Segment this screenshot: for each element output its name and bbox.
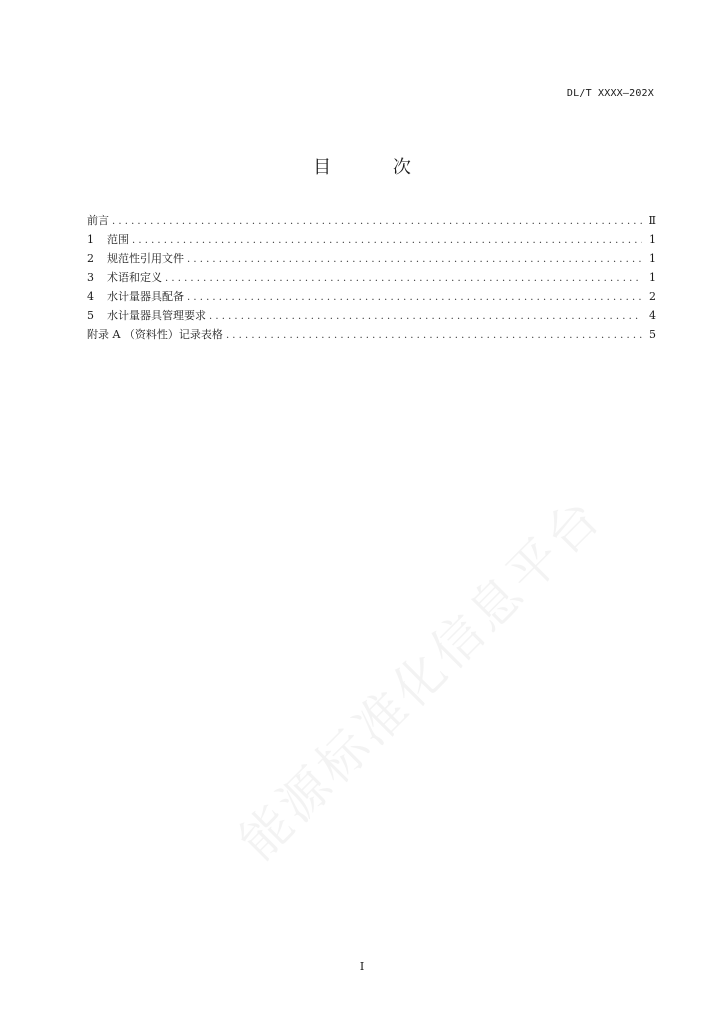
toc-entry-number: 5 (87, 309, 94, 322)
toc-title: 目 次 (313, 157, 439, 178)
toc-entry-terms-definitions[interactable] (87, 268, 656, 287)
watermark: 能源标准化信息平台 (228, 486, 614, 872)
toc-dot-leader (112, 212, 642, 230)
toc-entry-number: 3 (87, 271, 94, 284)
toc-dot-leader (132, 231, 642, 249)
toc-entry-page: Ⅱ (648, 214, 656, 227)
toc-entry-meter-management[interactable] (87, 306, 656, 325)
toc-entry-number: 1 (87, 233, 94, 246)
toc-entry-label: 水计量器具管理要求 (107, 309, 206, 322)
toc-entry-label: 规范性引用文件 (107, 252, 184, 265)
toc-dot-leader (165, 269, 642, 287)
toc-entry-page: 1 (649, 233, 656, 246)
toc-entry-appendix-a[interactable] (87, 325, 656, 344)
toc-entry-label: 附录 A （资料性）记录表格 (87, 328, 223, 341)
toc-entry-scope[interactable] (87, 230, 656, 249)
toc-entry-label: 范围 (107, 233, 129, 246)
toc-entry-label: 水计量器具配备 (107, 290, 184, 303)
toc-dot-leader (209, 307, 642, 325)
table-of-contents (87, 211, 656, 344)
toc-entry-meter-equipping[interactable] (87, 287, 656, 306)
toc-entry-page: 2 (649, 290, 656, 303)
toc-dot-leader (187, 288, 642, 306)
toc-entry-label: 术语和定义 (107, 271, 162, 284)
toc-entry-page: 1 (649, 271, 656, 284)
toc-entry-page: 4 (649, 309, 656, 322)
page-number: I (359, 960, 365, 973)
toc-dot-leader (226, 326, 642, 344)
toc-entry-number: 2 (87, 252, 94, 265)
toc-entry-number: 4 (87, 290, 94, 303)
toc-dot-leader (187, 250, 642, 268)
toc-entry-page: 1 (649, 252, 656, 265)
toc-entry-label: 前言 (87, 214, 109, 227)
toc-entry-page: 5 (649, 328, 656, 341)
toc-entry-normative-references[interactable] (87, 249, 656, 268)
standard-code: DL/T XXXX—202X (566, 88, 654, 99)
toc-entry-foreword[interactable] (87, 211, 656, 230)
